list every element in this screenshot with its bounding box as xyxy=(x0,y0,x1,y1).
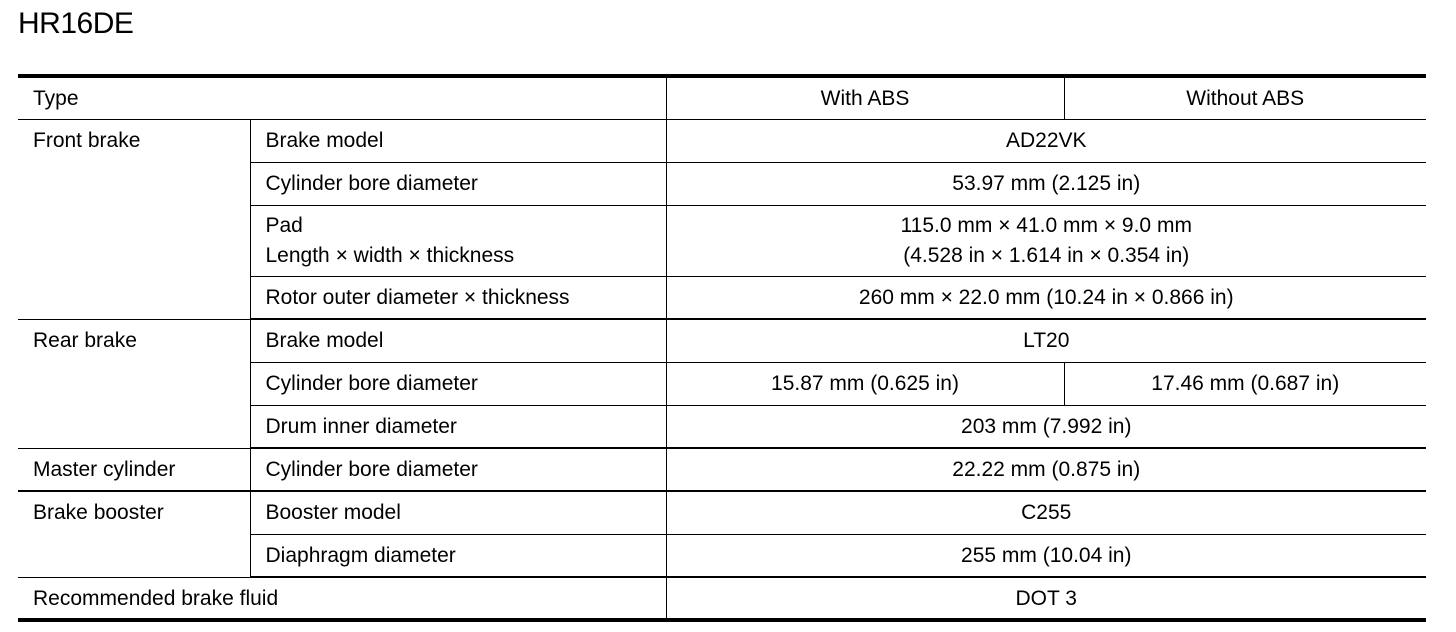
row-value: 203 mm (7.992 in) xyxy=(666,405,1426,448)
row-label: Cylinder bore diameter xyxy=(250,448,666,491)
row-label: Drum inner diameter xyxy=(250,405,666,448)
table-row xyxy=(18,319,1426,362)
row-value: LT20 xyxy=(666,319,1426,362)
pad-value-line-2: (4.528 in × 1.614 in × 0.354 in) xyxy=(903,243,1190,267)
row-value-with-abs: 15.87 mm (0.625 in) xyxy=(666,362,1064,405)
group-front-brake: Front brake xyxy=(18,119,250,319)
row-value: 255 mm (10.04 in) xyxy=(666,534,1426,577)
header-type: Type xyxy=(18,76,666,119)
row-label: Booster model xyxy=(250,491,666,534)
brake-spec-table xyxy=(18,74,1426,622)
header-with-abs: With ABS xyxy=(666,76,1064,119)
row-label: Diaphragm diameter xyxy=(250,534,666,577)
row-value: 53.97 mm (2.125 in) xyxy=(666,162,1426,205)
table-row xyxy=(18,491,1426,534)
row-value xyxy=(666,205,1426,276)
table-row xyxy=(18,448,1426,491)
row-value: AD22VK xyxy=(666,119,1426,162)
header-row xyxy=(18,76,1426,119)
row-label: Cylinder bore diameter xyxy=(250,362,666,405)
page-title: HR16DE xyxy=(18,7,134,40)
row-label-fluid: Recommended brake fluid xyxy=(18,577,666,620)
row-value: 22.22 mm (0.875 in) xyxy=(666,448,1426,491)
row-label: Rotor outer diameter × thickness xyxy=(250,276,666,319)
row-label: Brake model xyxy=(250,119,666,162)
row-value: 260 mm × 22.0 mm (10.24 in × 0.866 in) xyxy=(666,276,1426,319)
row-label xyxy=(250,205,666,276)
row-value: DOT 3 xyxy=(666,577,1426,620)
group-master-cylinder: Master cylinder xyxy=(18,448,250,491)
header-without-abs: Without ABS xyxy=(1064,76,1426,119)
table-row xyxy=(18,119,1426,162)
group-brake-booster: Brake booster xyxy=(18,491,250,577)
table-row xyxy=(18,577,1426,620)
pad-label-line-1: Pad xyxy=(265,213,303,237)
row-value: C255 xyxy=(666,491,1426,534)
row-value-without-abs: 17.46 mm (0.687 in) xyxy=(1064,362,1426,405)
group-rear-brake: Rear brake xyxy=(18,319,250,448)
pad-value-line-1: 115.0 mm × 41.0 mm × 9.0 mm xyxy=(900,213,1192,237)
pad-label-line-2: Length × width × thickness xyxy=(265,243,515,267)
row-label: Brake model xyxy=(250,319,666,362)
row-label: Cylinder bore diameter xyxy=(250,162,666,205)
